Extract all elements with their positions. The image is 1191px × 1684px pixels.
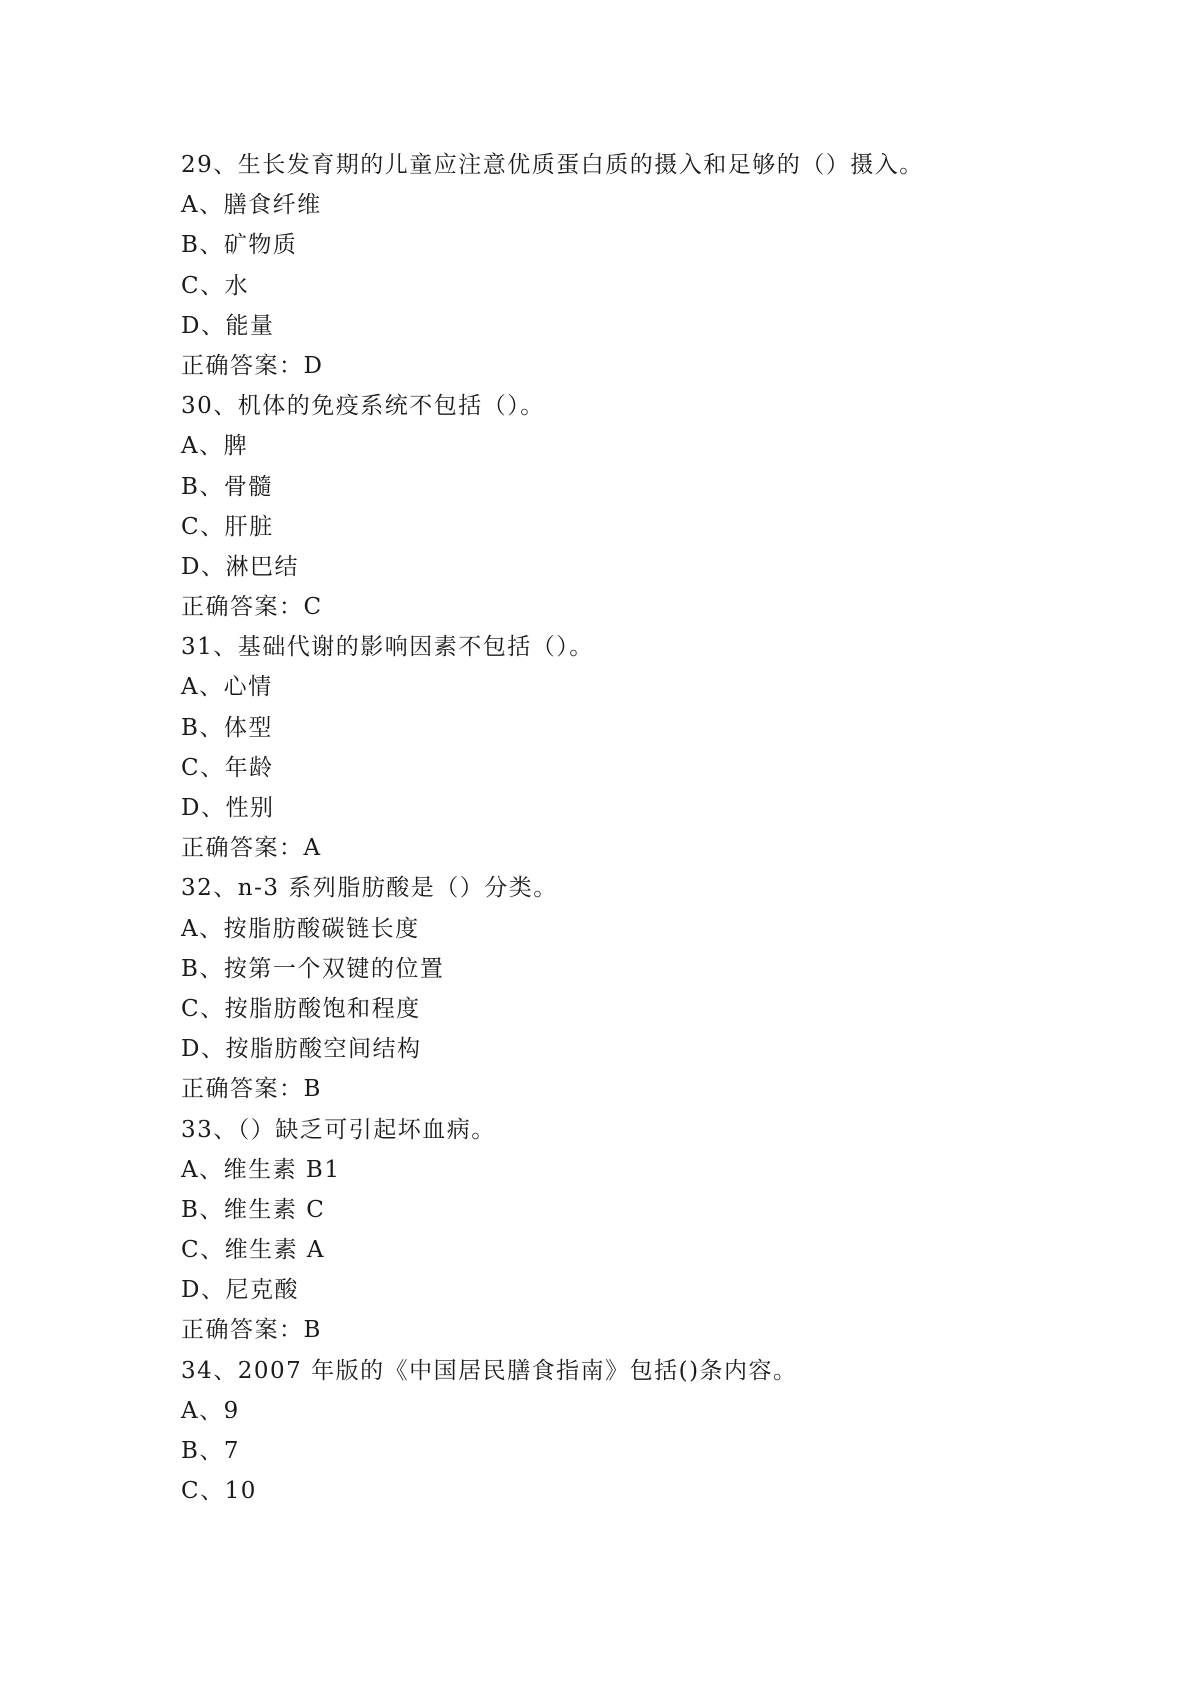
correct-answer: 正确答案：D	[181, 352, 324, 379]
question-stem: 29、生长发育期的儿童应注意优质蛋白质的摄入和足够的（）摄入。	[181, 152, 924, 178]
answer-option: D、按脂肪酸空间结构	[181, 1036, 422, 1063]
answer-option: C、10	[181, 1478, 257, 1505]
answer-option: D、尼克酸	[181, 1277, 299, 1304]
answer-option: A、按脂肪酸碳链长度	[181, 915, 420, 942]
correct-answer: 正确答案：C	[181, 594, 323, 621]
answer-option: A、脾	[181, 433, 249, 460]
answer-option: A、维生素 B1	[181, 1156, 341, 1183]
answer-option: C、按脂肪酸饱和程度	[181, 995, 421, 1022]
answer-option: B、维生素 C	[181, 1196, 326, 1223]
answer-option: C、维生素 A	[181, 1237, 326, 1264]
answer-option: D、淋巴结	[181, 553, 299, 580]
question-list	[181, 145, 1081, 1511]
question-stem: 30、机体的免疫系统不包括（）。	[181, 393, 545, 420]
correct-answer: 正确答案：B	[181, 1317, 322, 1344]
answer-option: D、性别	[181, 795, 275, 821]
answer-option: C、水	[181, 272, 250, 299]
question-stem: 34、2007 年版的《中国居民膳食指南》包括()条内容。	[181, 1357, 798, 1384]
answer-option: B、体型	[181, 714, 273, 741]
answer-option: A、9	[181, 1397, 240, 1424]
correct-answer: 正确答案：A	[181, 835, 322, 862]
correct-answer: 正确答案：B	[181, 1076, 322, 1103]
question-stem: 32、n-3 系列脂肪酸是（）分类。	[181, 875, 558, 902]
answer-option: B、按第一个双键的位置	[181, 955, 445, 982]
answer-option: C、肝脏	[181, 513, 274, 540]
answer-option: C、年龄	[181, 754, 274, 781]
answer-option: A、心情	[181, 674, 273, 701]
question-stem: 31、基础代谢的影响因素不包括（）。	[181, 634, 594, 661]
answer-option: B、7	[181, 1438, 241, 1464]
answer-option: B、矿物质	[181, 232, 298, 259]
answer-option: D、能量	[181, 312, 275, 339]
answer-option: A、膳食纤维	[181, 192, 322, 219]
answer-option: B、骨髓	[181, 473, 273, 500]
question-stem: 33、（）缺乏可引起坏血病。	[181, 1116, 496, 1143]
